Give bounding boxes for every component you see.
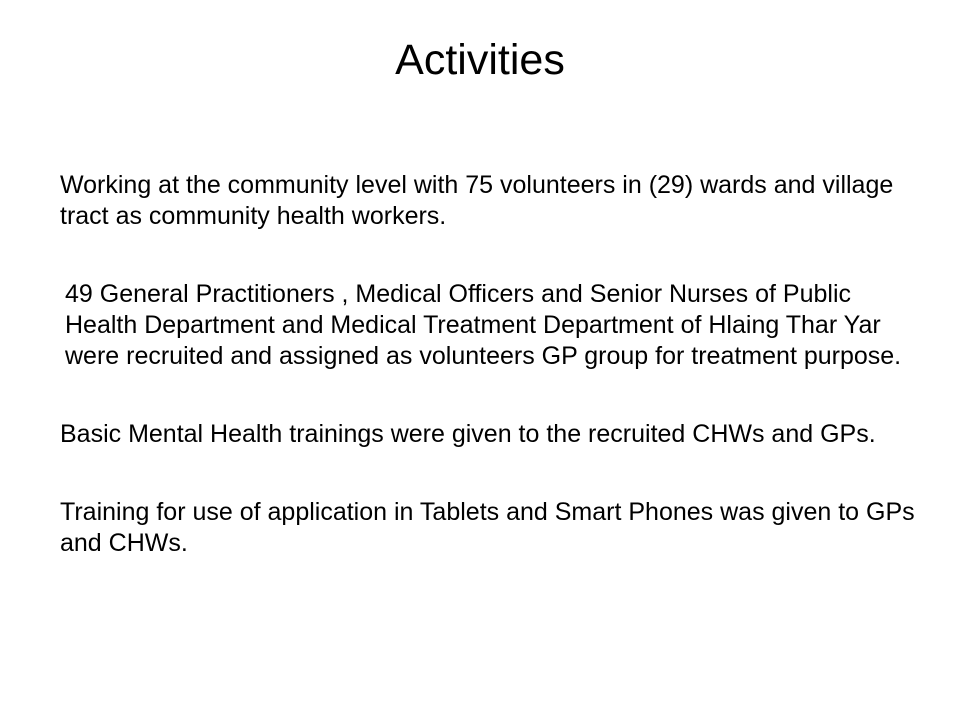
slide-title: Activities <box>395 36 565 84</box>
paragraph-gp-recruitment: 49 General Practitioners , Medical Officers and Senior Nurses of Public Health Department and Medical Treatment Department of Hlaing Thar Yar were recruited and assigned as volunteers GP group for treatment purpose. <box>65 280 902 370</box>
slide-body <box>60 170 920 606</box>
paragraph-app-training: Training for use of application in Tablets and Smart Phones was given to GPs and CHWs. <box>60 498 915 557</box>
paragraph-community-volunteers: Working at the community level with 75 volunteers in (29) wards and village tract as community health workers. <box>60 171 894 230</box>
paragraph-mental-health-training: Basic Mental Health trainings were given to the recruited CHWs and GPs. <box>60 420 876 448</box>
